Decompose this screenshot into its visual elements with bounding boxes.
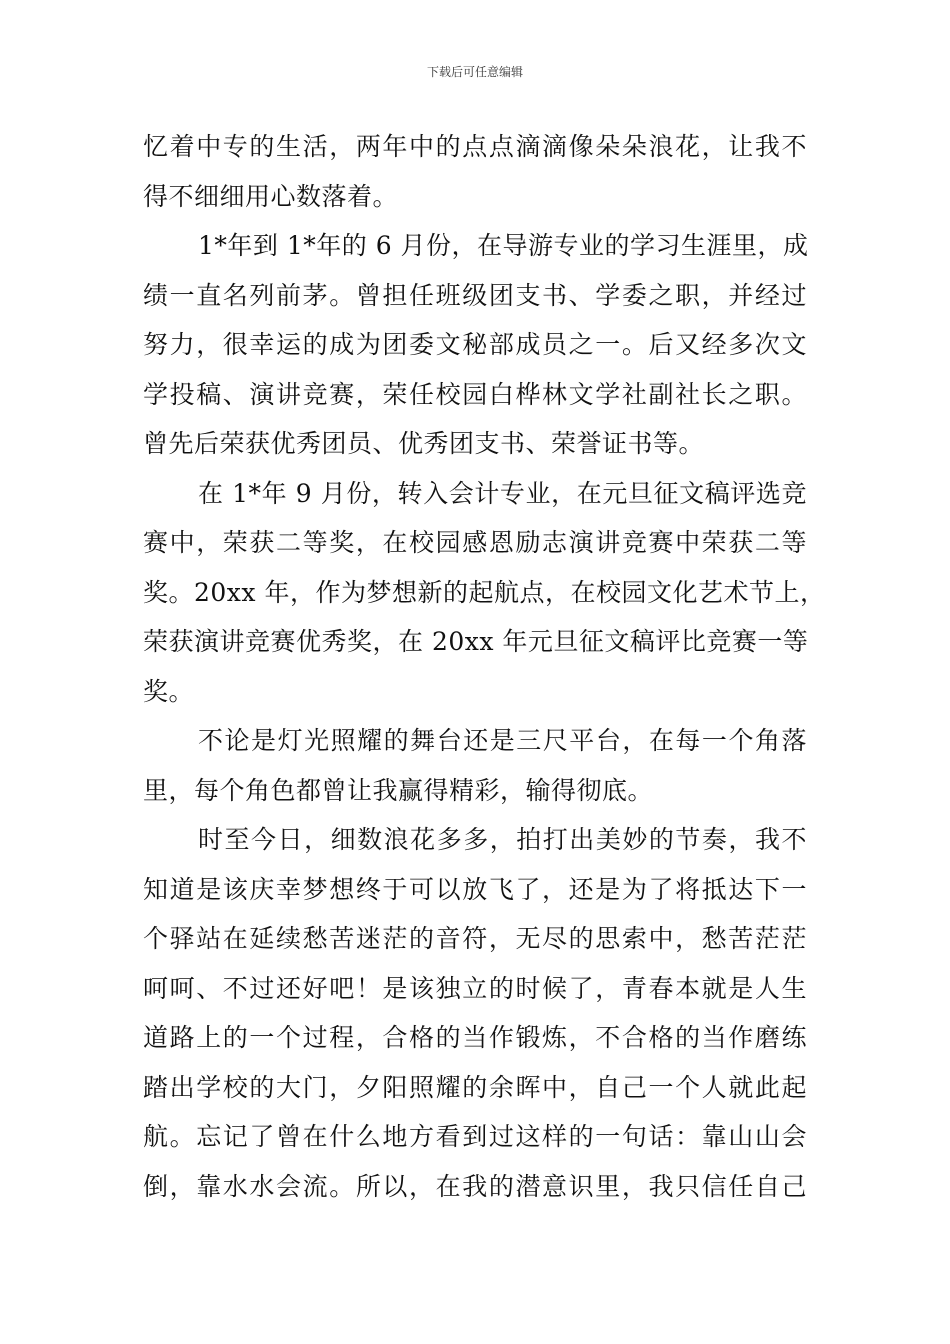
text-line: 道路上的一个过程，合格的当作锻炼，不合格的当作磨练 <box>143 1023 807 1052</box>
text-line: 知道是该庆幸梦想终于可以放飞了，还是为了将抵达下一 <box>143 874 807 904</box>
text-line: 曾先后荣获优秀团员、优秀团支书、荣誉证书等。 <box>143 429 705 458</box>
text-line: 呵呵、不过还好吧！是该独立的时候了，青春本就是人生 <box>143 973 807 1003</box>
text-line: 1*年到 1*年的 6 月份，在导游专业的学习生涯里，成 <box>198 231 809 260</box>
text-line: 忆着中专的生活，两年中的点点滴滴像朵朵浪花，让我不 <box>143 132 807 161</box>
text-line: 里，每个角色都曾让我赢得精彩，输得彻底。 <box>143 775 654 805</box>
text-line: 不论是灯光照耀的舞台还是三尺平台，在每一个角落 <box>198 726 807 755</box>
text-line: 航。忘记了曾在什么地方看到过这样的一句话：靠山山会 <box>143 1122 807 1151</box>
document-body <box>143 122 826 1211</box>
text-line: 个驿站在延续愁苦迷茫的音符，无尽的思索中，愁苦茫茫 <box>143 924 807 953</box>
text-line: 时至今日，细数浪花多多，拍打出美妙的节奏，我不 <box>198 825 807 854</box>
text-line: 奖。 <box>143 676 195 706</box>
text-line: 赛中，荣获二等奖，在校园感恩励志演讲竞赛中荣获二等 <box>143 528 807 557</box>
text-line: 荣获演讲竞赛优秀奖，在 20xx 年元旦征文稿评比竞赛一等 <box>143 627 809 656</box>
text-line: 在 1*年 9 月份，转入会计专业，在元旦征文稿评选竞 <box>198 478 807 508</box>
text-line: 努力，很幸运的成为团委文秘部成员之一。后又经多次文 <box>143 330 807 359</box>
text-line: 学投稿、演讲竞赛，荣任校园白桦林文学社副社长之职。 <box>143 379 807 409</box>
text-line: 奖。20xx 年，作为梦想新的起航点，在校园文化艺术节上， <box>143 577 826 607</box>
text-line: 踏出学校的大门，夕阳照耀的余晖中，自己一个人就此起 <box>143 1072 807 1102</box>
text-line: 绩一直名列前茅。曾担任班级团支书、学委之职，并经过 <box>143 280 807 310</box>
text-line: 倒，靠水水会流。所以，在我的潜意识里，我只信任自己 <box>143 1171 807 1201</box>
page-header-note: 下载后可任意编辑 <box>426 65 523 79</box>
text-line: 得不细细用心数落着。 <box>143 181 399 211</box>
